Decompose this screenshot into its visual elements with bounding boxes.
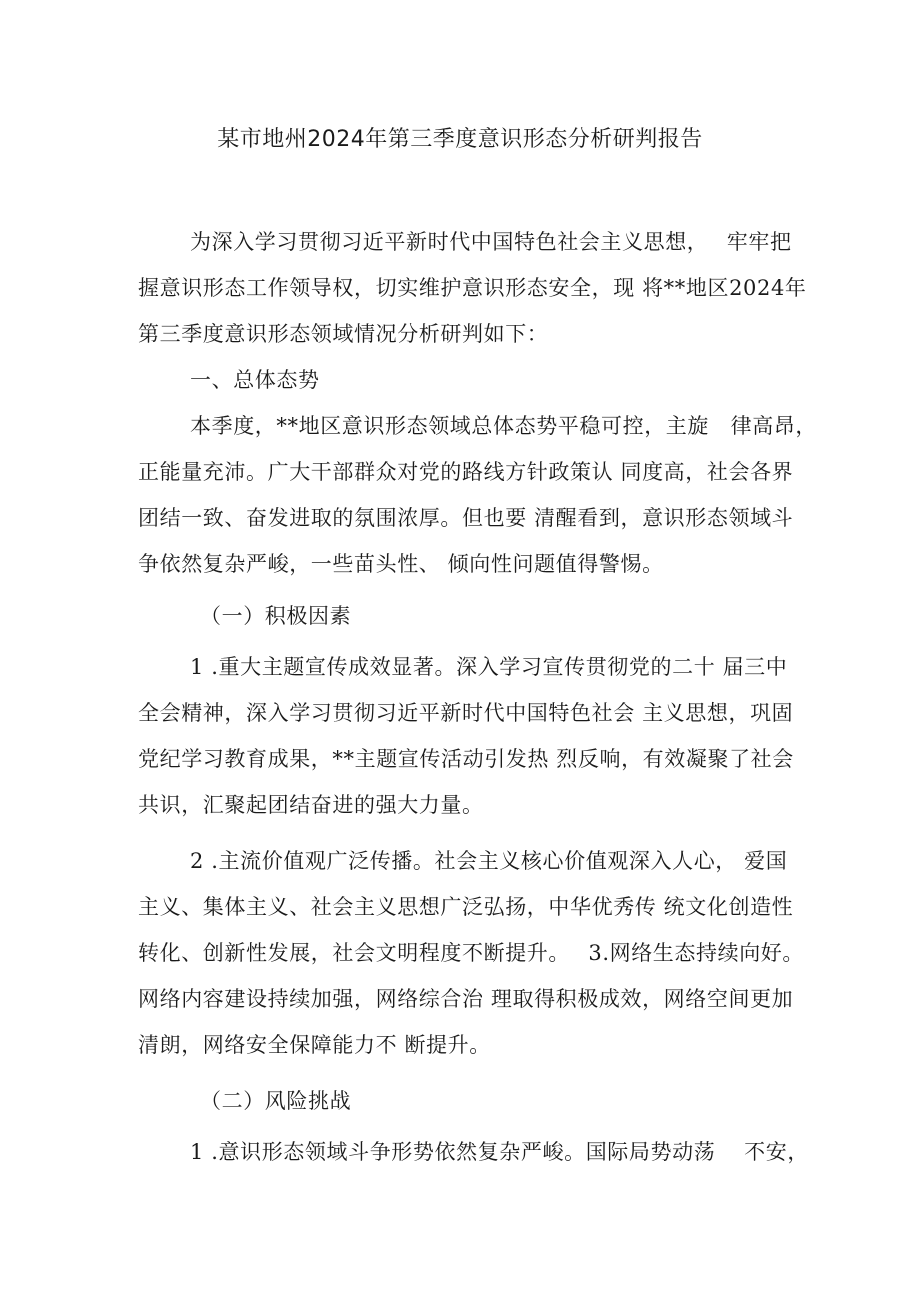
sub1-heading: （一）积极因素 (200, 604, 352, 628)
item2-line-2: 主义、集体主义、社会主义思想广泛弘扬，中华优秀传 统文化创造性 (138, 895, 794, 919)
section1-heading: 一、总体态势 (190, 368, 320, 392)
section1-line-2: 正能量充沛。广大干部群众对党的路线方针政策认 同度高，社会各界 (138, 460, 794, 484)
intro-line-2: 握意识形态工作领导权，切实维护意识形态安全，现 将**地区2024年 (138, 276, 807, 300)
sub2-heading: （二）风险挑战 (200, 1089, 352, 1113)
section1-line-3: 团结一致、奋发进取的氛围浓厚。但也要 清醒看到，意识形态领域斗 (138, 506, 794, 530)
item1-line-4: 共识，汇聚起团结奋进的强大力量。 (138, 793, 484, 817)
item2-line-3: 转化、创新性发展，社会文明程度不断提升。 3.网络生态持续向好。 (138, 941, 805, 965)
item2-line-4: 网络内容建设持续加强，网络综合治 理取得积极成效，网络空间更加 (138, 987, 794, 1011)
item1-line-3: 党纪学习教育成果，**主题宣传活动引发热 烈反响，有效凝聚了社会 (138, 747, 794, 771)
document-title: 某市地州2024年第三季度意识形态分析研判报告 (217, 127, 703, 152)
item3-line-1: 1 .意识形态领域斗争形势依然复杂严峻。国际局势动荡 不安， (190, 1140, 809, 1164)
intro-line-1: 为深入学习贯彻习近平新时代中国特色社会主义思想， 牢牢把 (190, 230, 792, 254)
item1-line-1: 1 .重大主题宣传成效显著。深入学习宣传贯彻党的二十 届三中 (190, 655, 788, 679)
intro-line-3: 第三季度意识形态领域情况分析研判如下： (138, 322, 549, 346)
item1-line-2: 全会精神，深入学习贯彻习近平新时代中国特色社会 主义思想，巩固 (138, 701, 794, 725)
item2-line-5: 清朗，网络安全保障能力不 断提升。 (138, 1033, 491, 1057)
section1-line-1: 本季度，**地区意识形态领域总体态势平稳可控，主旋 律高昂， (190, 414, 817, 438)
section1-line-4: 争依然复杂严峻，一些苗头性、 倾向性问题值得警惕。 (138, 552, 664, 576)
item2-line-1: 2 .主流价值观广泛传播。社会主义核心价值观深入人心， 爱国 (190, 849, 788, 873)
